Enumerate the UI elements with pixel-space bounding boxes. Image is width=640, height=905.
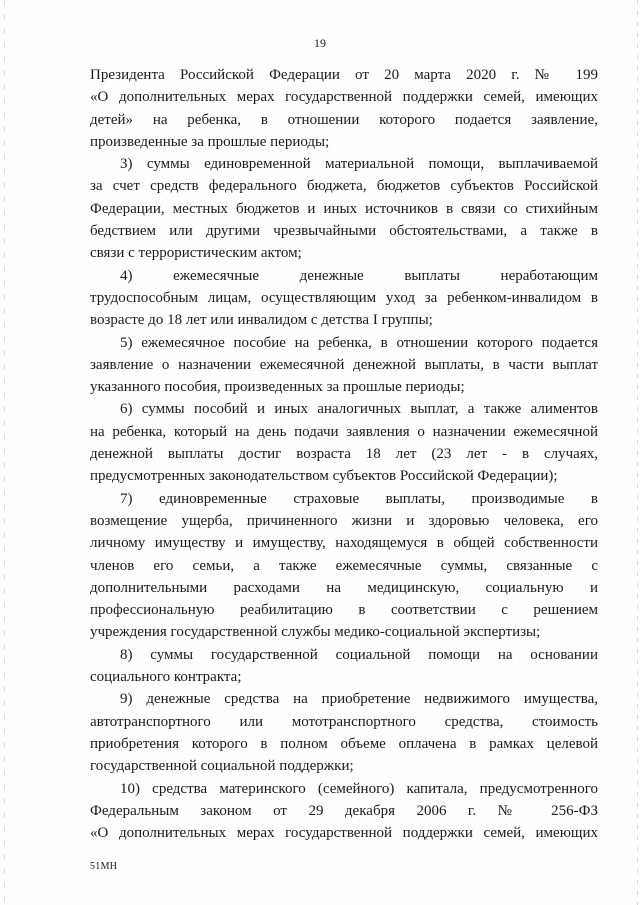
text-line: заявление о назначении ежемесячной денежной выплаты, в части выплат: [90, 356, 598, 373]
text-line: трудоспособным лицам, осуществляющим уход за ребенком-инвалидом в: [90, 289, 598, 306]
footer-document-code: 51МН: [90, 861, 118, 872]
text-line: денежной выплаты достиг возраста 18 лет (23 лет - в случаях,: [90, 446, 598, 463]
text-line: учреждения государственной службы медико-социальной экспертизы;: [90, 624, 541, 641]
text-line: Федерации, местных бюджетов и иных источников в связи со стихийным: [90, 200, 598, 217]
text-line: членов его семьи, а также ежемесячные суммы, связанные с: [90, 557, 598, 574]
text-line: произведенные за прошлые периоды;: [90, 133, 330, 150]
text-line: на ребенка, который на день подачи заявления о назначении ежемесячной: [90, 423, 598, 440]
text-line: 3) суммы единовременной материальной помощи, выплачиваемой: [120, 156, 598, 173]
page-number: 19: [314, 36, 326, 50]
text-line: «О дополнительных мерах государственной поддержки семей, имеющих: [90, 825, 598, 842]
text-line: 4) ежемесячные денежные выплаты неработающим: [120, 267, 598, 284]
scan-edge-left: [4, 0, 5, 905]
text-line: 5) ежемесячное пособие на ребенка, в отношении которого подается: [120, 334, 598, 351]
text-line: возмещение ущерба, причиненного жизни и здоровью человека, его: [90, 512, 598, 529]
text-line: социального контракта;: [90, 669, 242, 686]
text-line: «О дополнительных мерах государственной поддержки семей, имеющих: [90, 89, 598, 106]
text-line: связи с террористическим актом;: [90, 245, 302, 262]
text-line: автотранспортного или мототранспортного средства, стоимость: [90, 713, 598, 730]
text-line: дополнительными расходами на медицинскую, социальную и: [90, 579, 598, 596]
text-line: государственной социальной поддержки;: [90, 758, 354, 775]
text-line: Федеральным законом от 29 декабря 2006 г. № 256-ФЗ: [90, 802, 598, 819]
text-line: приобретения которого в полном объеме оплачена в рамках целевой: [90, 735, 598, 752]
text-line: 8) суммы государственной социальной помощи на основании: [120, 646, 598, 663]
text-line: бедствием или другими чрезвычайными обстоятельствами, а также в: [90, 223, 598, 240]
text-line: 10) средства материнского (семейного) капитала, предусмотренного: [120, 780, 598, 797]
text-line: Президента Российской Федерации от 20 марта 2020 г. № 199: [90, 67, 598, 83]
text-line: профессиональную реабилитацию в соответствии с решением: [90, 602, 598, 619]
text-line: предусмотренных законодательством субъектов Российской Федерации);: [90, 468, 558, 485]
text-line: указанного пособия, произведенных за прошлые периоды;: [90, 379, 465, 396]
text-line: 7) единовременные страховые выплаты, производимые в: [120, 490, 598, 507]
text-line: 9) денежные средства на приобретение недвижимого имущества,: [120, 691, 598, 708]
scan-edge-right: [637, 0, 638, 905]
text-line: личному имуществу и имуществу, находящемуся в общей собственности: [90, 535, 598, 552]
text-line: за счет средств федерального бюджета, бюджетов субъектов Российской: [90, 178, 598, 195]
text-line: 6) суммы пособий и иных аналогичных выплат, а также алиментов: [120, 401, 598, 418]
text-line: возрасте до 18 лет или инвалидом с детства I группы;: [90, 312, 433, 329]
text-line: детей» на ребенка, в отношении которого подается заявление,: [90, 111, 598, 128]
body-text: [90, 64, 598, 844]
